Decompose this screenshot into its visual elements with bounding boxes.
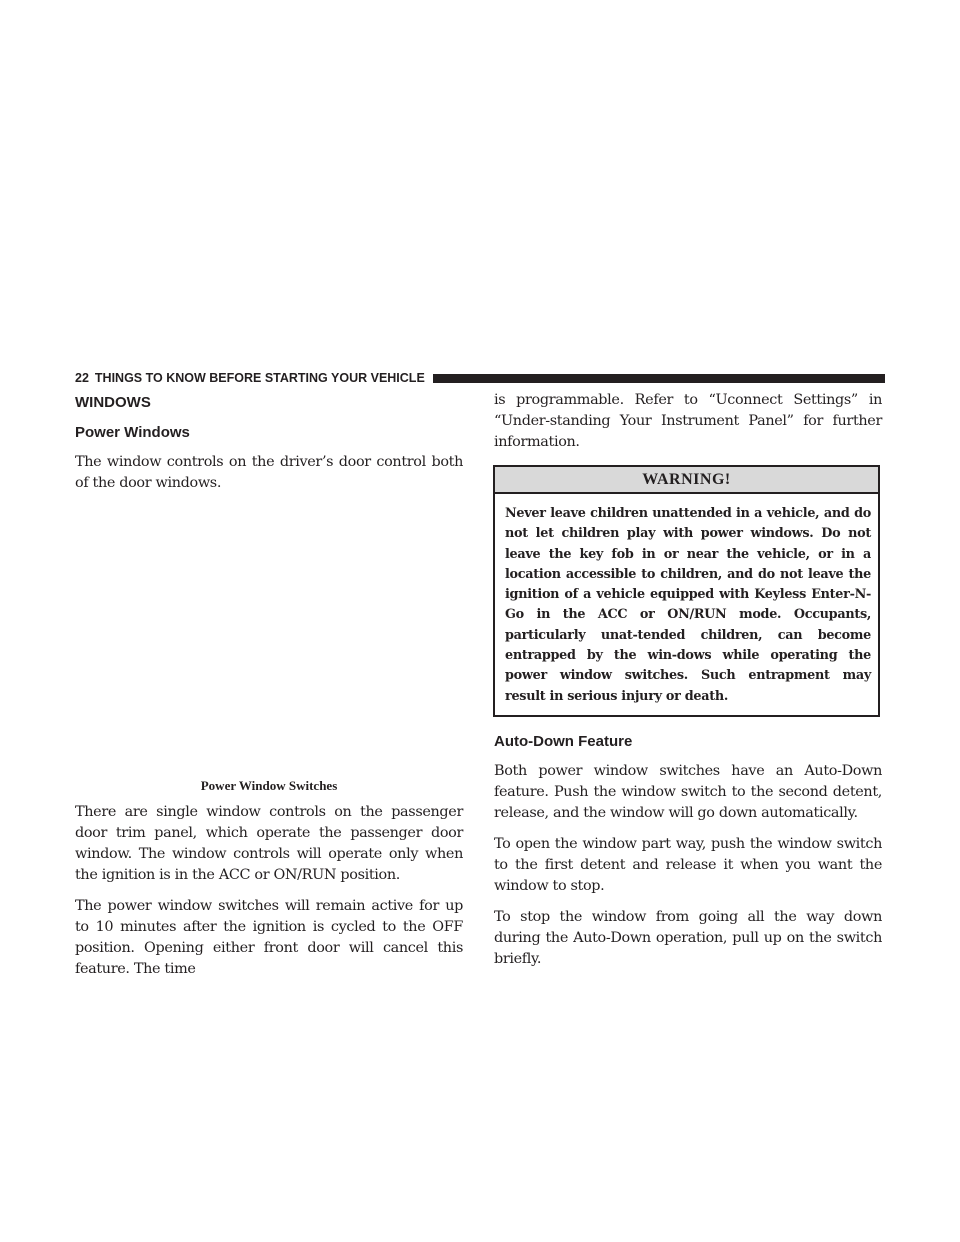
left-column: [75, 390, 463, 980]
header-rule: [433, 374, 885, 383]
subsection-title-power-windows: Power Windows: [75, 424, 190, 441]
warning-title: WARNING!: [495, 467, 878, 494]
subsection-title-auto-down: Auto-Down Feature: [494, 732, 633, 750]
right-column: [494, 390, 882, 970]
section-title: WINDOWS: [75, 394, 151, 411]
paragraph-switch-timeout: The power window switches will remain active for up to 10 minutes after the ignition is cycled to the OFF position. Opening either front door will cancel this feature. The time: [75, 898, 463, 977]
paragraph-continued: is programmable. Refer to “Uconnect Settings” in “Under-standing Your Instrument Panel” for further information.: [494, 392, 882, 450]
paragraph-auto-down: Both power window switches have an Auto-Down feature. Push the window switch to the second detent, release, and the window will go down automatically.: [494, 762, 882, 821]
paragraph-passenger-controls: There are single window controls on the passenger door trim panel, which operate the passenger door window. The window controls will operate only when the ignition is in the ACC or ON/RUN position.: [75, 804, 463, 883]
warning-body: Never leave children unattended in a vehicle, and do not let children play with power windows. Do not leave the key fob in or near the vehicle, or in a location accessible to children, and do not leave the ignition of a vehicle equipped with Keyless Enter-N-Go in the ACC or ON/RUN mode. Occupants, particularly unat-tended children, can become entrapped by the win-dows while operating the power window switches. Such entrapment may result in serious injury or death.: [505, 506, 871, 704]
page-number: 22: [75, 371, 89, 385]
page-header: [75, 370, 885, 386]
chapter-title: THINGS TO KNOW BEFORE STARTING YOUR VEHICLE: [94, 371, 425, 385]
paragraph-driver-controls: The window controls on the driver’s door control both of the door windows.: [75, 454, 463, 491]
paragraph-stop-window: To stop the window from going all the way down during the Auto-Down operation, pull up on the switch briefly.: [494, 908, 882, 967]
figure-placeholder: [75, 494, 463, 774]
paragraph-part-way: To open the window part way, push the window switch to the first detent and release it when you want the window to stop.: [494, 835, 882, 894]
figure-caption: Power Window Switches: [200, 778, 338, 793]
warning-box: [493, 465, 880, 717]
